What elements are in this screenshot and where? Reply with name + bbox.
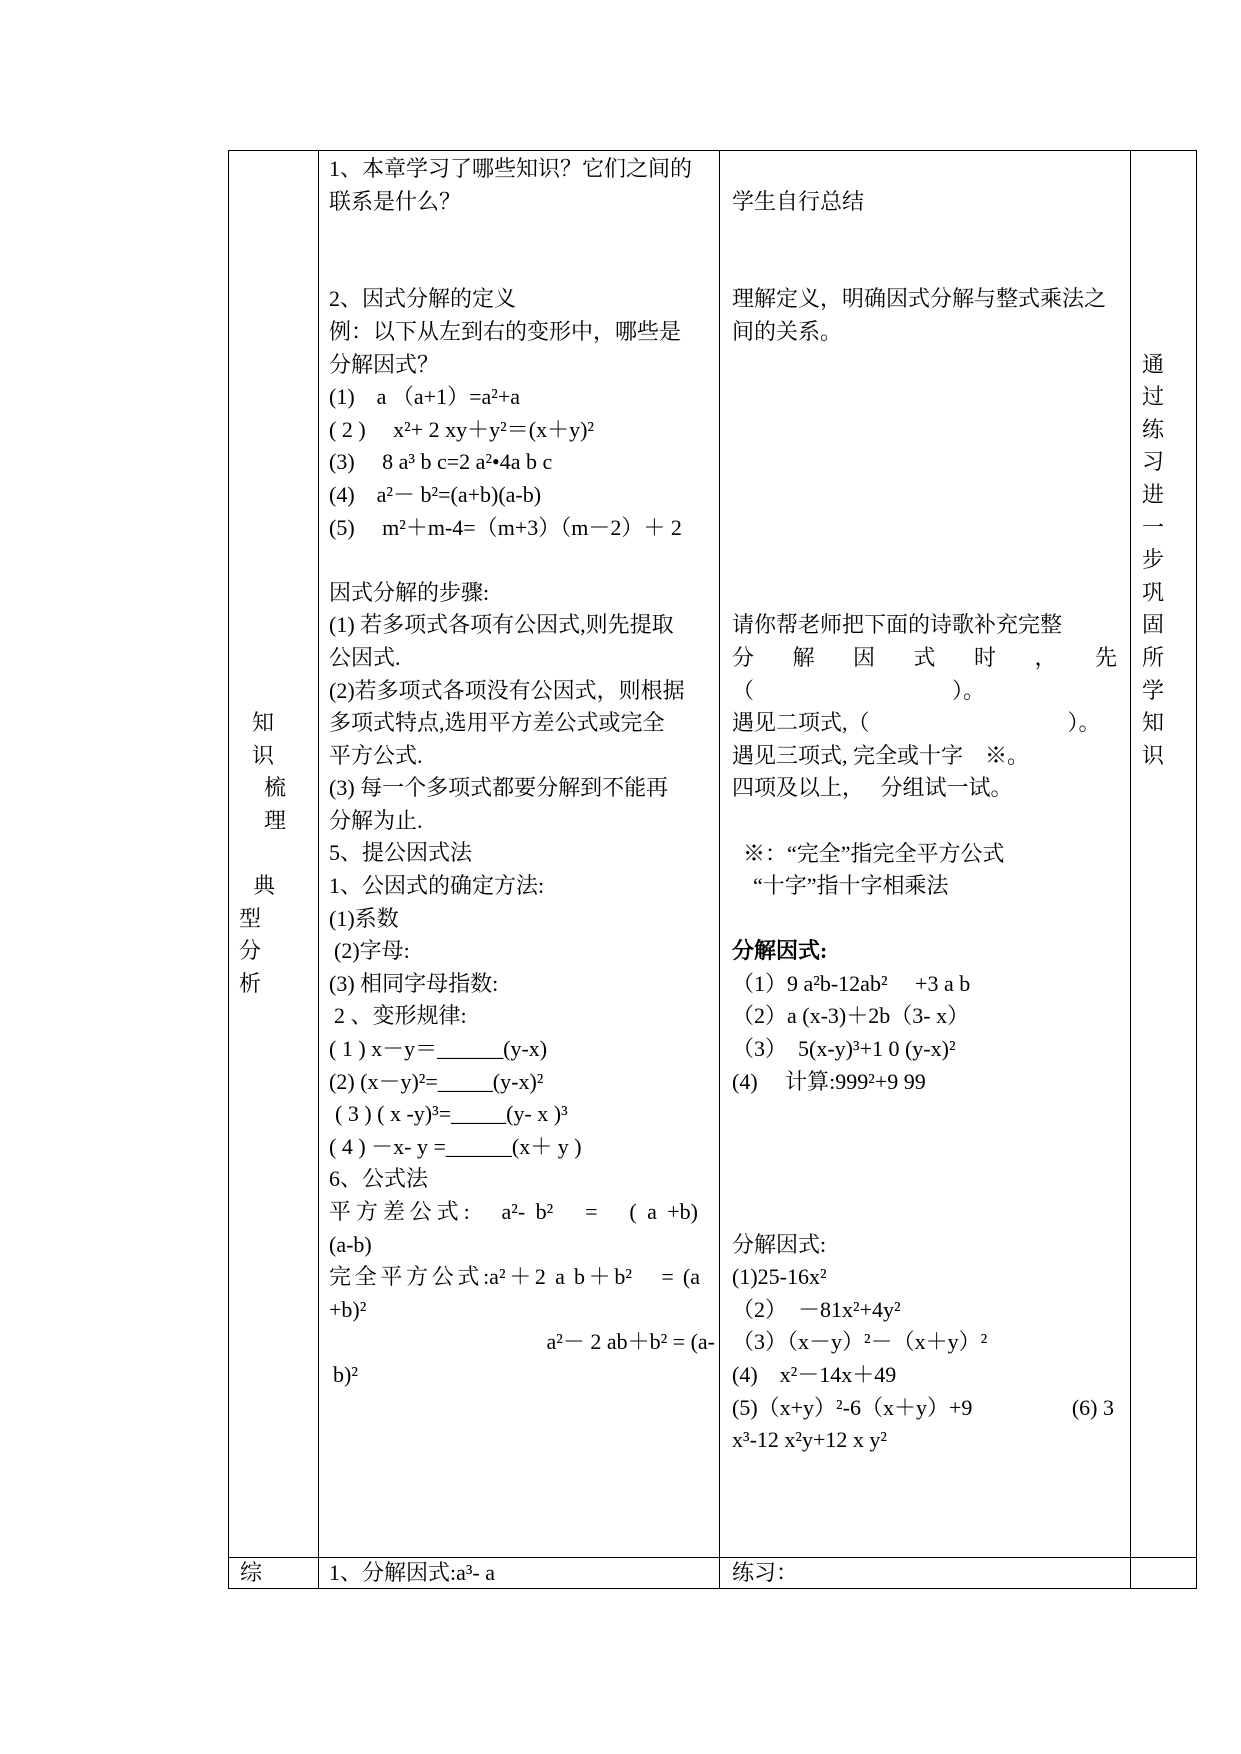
method-6-line: 平方差公式: a²- b² = ( a +b) bbox=[329, 1199, 698, 1224]
method-6-line: 完全平方公式:a²＋2 a b＋b² = (a bbox=[329, 1264, 700, 1290]
method-5-line: ( 1 ) x－y＝______(y-x) bbox=[329, 1036, 548, 1062]
definition-note-line: 理解定义，明确因式分解与整式乘法之 bbox=[732, 286, 1107, 312]
method-5-line: 1、公因式的确定方法: bbox=[329, 873, 545, 899]
section-label-char: 典 bbox=[253, 873, 276, 899]
definition-note-line: 间的关系。 bbox=[732, 318, 843, 344]
exercise-2-item-pair bbox=[732, 1392, 1114, 1425]
section-label-char: 梳 bbox=[264, 775, 287, 801]
steps-line: (3) 每一个多项式都要分解到不能再 bbox=[329, 775, 669, 801]
question-2-item: (1) a （a+1）=a²+a bbox=[329, 384, 521, 410]
steps-line: 分解为止. bbox=[329, 807, 423, 833]
exercise-1-title: 分解因式: bbox=[732, 938, 828, 964]
question-2-item: (5) m²＋m-4=（m+3）（m－2）＋ 2 bbox=[329, 514, 682, 540]
method-6-title: 6、公式法 bbox=[329, 1166, 429, 1192]
method-5-line: (1)系数 bbox=[329, 905, 399, 931]
design-purpose-text: 通过练习进一步巩固所学知识 bbox=[1142, 351, 1165, 768]
method-6-line: a²－ 2 ab＋b² = (a- bbox=[546, 1329, 715, 1355]
method-5-line: (3) 相同字母指数: bbox=[329, 970, 499, 996]
row-2-label: 综 bbox=[229, 1558, 319, 1588]
poem-line: 四项及以上， 分组试一试。 bbox=[732, 775, 1013, 801]
question-2-item: (4) a²－ b²=(a+b)(a-b) bbox=[329, 481, 542, 507]
question-2-item: ( 2 ) x²+ 2 xy＋y²＝(x＋y)² bbox=[329, 416, 594, 442]
poem-line: 遇见二项式,（ ）。 bbox=[732, 710, 1101, 736]
teaching-content-cell bbox=[319, 151, 720, 1557]
exercise-1-item: （2）a (x-3)＋2b（3- x） bbox=[732, 1003, 970, 1029]
poem-line: （ ）。 bbox=[732, 677, 986, 703]
exercise-1-item: （1）9 a²b-12ab² +3 a b bbox=[732, 970, 971, 996]
question-2-example: 分解因式？ bbox=[329, 351, 440, 377]
method-5-line: 2 、变形规律: bbox=[334, 1003, 467, 1029]
exercise-2-title: 分解因式: bbox=[732, 1231, 827, 1257]
exercise-2-item: (4) x²－14x＋49 bbox=[732, 1362, 897, 1388]
lesson-plan-table bbox=[228, 150, 1197, 1589]
method-5-line: (2) (x－y)²=_____(y-x)² bbox=[329, 1068, 544, 1094]
question-1-line: 联系是什么？ bbox=[329, 188, 462, 214]
method-6-line: +b)² bbox=[329, 1296, 367, 1322]
steps-line: 公因式. bbox=[329, 644, 401, 670]
table-row-review bbox=[229, 151, 1196, 1558]
exercise-1-item: （3） 5(x-y)³+1 0 (y-x)² bbox=[732, 1036, 956, 1062]
exercise-2-item: （2） －81x²+4y² bbox=[732, 1296, 901, 1322]
steps-line: 平方公式. bbox=[329, 742, 423, 768]
summary-text: 学生自行总结 bbox=[732, 188, 865, 214]
section-label-char: 理 bbox=[264, 807, 287, 833]
question-2-example: 例：以下从左到右的变形中，哪些是 bbox=[329, 318, 682, 344]
method-5-line: (2)字母: bbox=[334, 938, 410, 964]
row-2-content: 1、分解因式:a³- a bbox=[319, 1558, 720, 1588]
question-2-item: (3) 8 a³ b c=2 a²•4a b c bbox=[329, 449, 553, 475]
steps-line: 多项式特点,选用平方差公式或完全 bbox=[329, 710, 665, 736]
poem-line: 遇见三项式, 完全或十字 ※。 bbox=[732, 742, 1030, 768]
method-6-line: b)² bbox=[333, 1361, 358, 1387]
exercise-2-item: (5)（x+y）²-6（x＋y）+9 bbox=[732, 1394, 973, 1420]
section-label-char: 知 bbox=[252, 710, 275, 736]
section-label-char: 识 bbox=[252, 742, 275, 768]
note-line: ※：“完全”指完全平方公式 bbox=[743, 840, 1005, 866]
exercise-1-item: (4) 计算:999²+9 99 bbox=[732, 1068, 926, 1094]
section-label-char: 型 bbox=[239, 905, 262, 931]
section-label-cell bbox=[229, 151, 319, 1557]
steps-line: (1) 若多项式各项有公因式,则先提取 bbox=[329, 612, 674, 638]
table-row-comprehensive bbox=[229, 1558, 1196, 1588]
row-2-activity: 练习： bbox=[720, 1558, 1131, 1588]
exercise-2-item: (1)25-16x² bbox=[732, 1264, 827, 1290]
exercise-2-item: (6) 3 bbox=[1071, 1394, 1114, 1420]
poem-line: 分 解 因 式 时 ， 先 bbox=[732, 644, 1117, 670]
exercise-2-item: （3）（x－y）²－（x＋y）² bbox=[732, 1329, 988, 1355]
student-activity-cell bbox=[720, 151, 1131, 1557]
method-5-line: ( 4 ) －x- y =______(x＋ y ) bbox=[329, 1133, 582, 1159]
question-1-line: 1、本章学习了哪些知识？它们之间的 bbox=[329, 156, 693, 181]
row-2-purpose bbox=[1131, 1558, 1196, 1588]
exercise-2-item: x³-12 x²y+12 x y² bbox=[732, 1427, 888, 1453]
method-5-line: ( 3 ) ( x -y)³=_____(y- x )³ bbox=[335, 1101, 568, 1127]
poem-intro: 请你帮老师把下面的诗歌补充完整 bbox=[732, 612, 1063, 638]
section-label-char: 析 bbox=[239, 970, 262, 996]
steps-line: (2)若多项式各项没有公因式，则根据 bbox=[329, 677, 685, 703]
question-2-title: 2、因式分解的定义 bbox=[329, 286, 517, 312]
note-line: “十字”指十字相乘法 bbox=[753, 873, 949, 899]
method-5-title: 5、提公因式法 bbox=[329, 840, 473, 866]
section-label-char: 分 bbox=[239, 938, 262, 964]
steps-title: 因式分解的步骤: bbox=[329, 579, 490, 605]
method-6-line: (a-b) bbox=[329, 1231, 372, 1257]
design-purpose-cell bbox=[1131, 151, 1196, 1557]
